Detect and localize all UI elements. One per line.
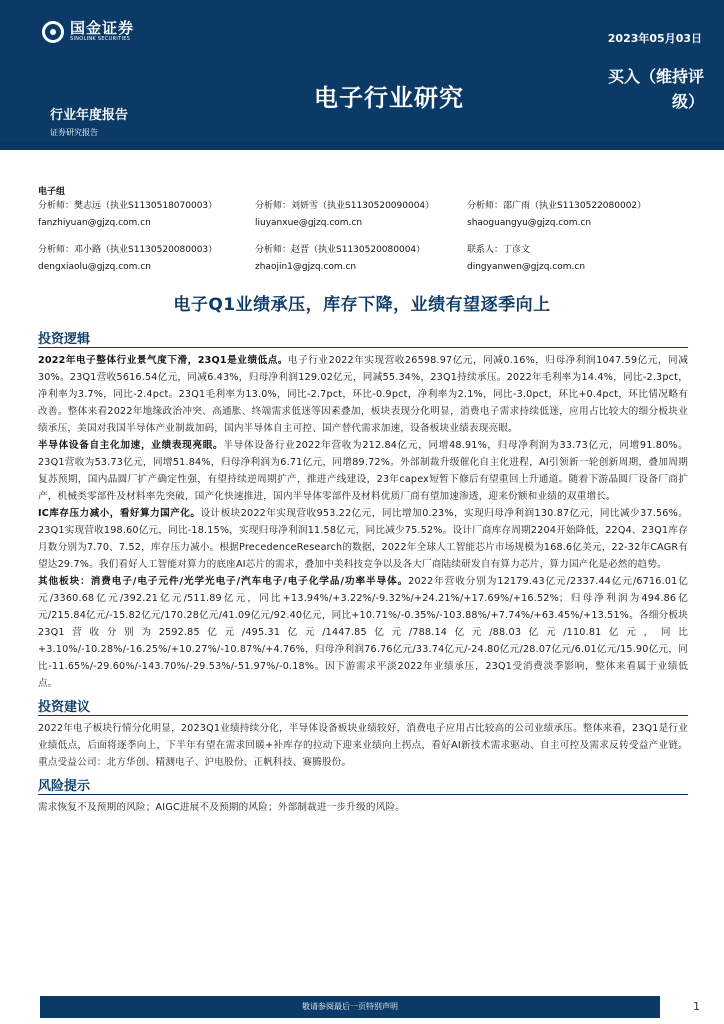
section-title-investment-logic: 投资逻辑 — [38, 328, 688, 348]
team-label: 电子组 — [38, 187, 66, 197]
paragraph — [38, 352, 688, 437]
analyst-entry — [467, 244, 702, 288]
logo-icon — [42, 21, 64, 43]
paragraph-body: 设计板块2022年实现营收953.22亿元，同比增加0.23%，实现归母净利润130.87亿元，同比减少37.56%。23Q1实现营收198.60亿元，同比-18.15%，实现归母净利润11.58亿元，同比减少75.52%。设计厂商库存周期2204开始降低，22Q4、23Q1库存月数分别为7.70、7.52，库存压力减小。根据PrecedenceResearch的数据，2022年全球人工智能芯片市场规模为168.6亿美元，22-32年CAGR有望达29.7%。我们看好人工智能对算力的底座AI芯片的需求，叠加中美科技竞争以及各大厂商陆续研发自有算力芯片，算力国产化是必然的趋势。 — [38, 508, 688, 570]
analyst-email[interactable]: dengxiaolu@gjzq.com.cn — [38, 262, 151, 272]
paragraph-body: 半导体设备行业2022年营收为212.84亿元，同增48.91%，归母净利润为33.73亿元，同增91.80%。23Q1营收为53.73亿元，同增51.84%，归母净利润为6.71亿元，同增89.72%。外部制裁升级催化自主化进程，AI引领新一轮创新周期，叠加周期复苏预期，国内晶圆厂扩产确定性强，有望持续逆周期扩产，推进产线建设，23年capex短暂下修后有望重回上升通道。随着下游晶圆厂设备厂商扩产，机械类零部件及材料率先突破，国产化快速推进，国内半导体零部件及材料优质厂商有望加速渗透，迎来份额和业绩的双重增长。 — [38, 440, 688, 502]
paragraph-lead: 其他板块：消费电子/电子元件/光学光电子/汽车电子/电子化学品/功率半导体。 — [38, 576, 409, 587]
page-footer — [0, 996, 724, 1024]
paragraph: 2022年电子板块行情分化明显，2023Q1业绩持续分化，半导体设备板块业绩较好，消费电子应用占比较高的公司业绩承压。整体来看，23Q1是行业业绩低点，后面将逐季向上，下半年有望在需求回暖+补库存的拉动下迎来业绩向上拐点，看好AI新技术需求驱动、自主可控及需求反转受益产业链。重点受益公司：北方华创、精测电子、沪电股份、正帆科技、赛腾股份。 — [38, 723, 688, 768]
analyst-row — [38, 244, 702, 288]
logo-name: 国金证券 — [70, 19, 135, 37]
analyst-entry — [255, 200, 467, 244]
section-title-risk: 风险提示 — [38, 775, 688, 795]
analyst-name: 分析师：邵广雨（执业S1130522080002） — [467, 201, 647, 211]
paragraph: 需求恢复不及预期的风险；AIGC进展不及预期的风险；外部制裁进一步升级的风险。 — [38, 802, 406, 813]
report-date: 2023年05月03日 — [607, 32, 702, 45]
analyst-email[interactable]: zhaojin1@gjzq.com.cn — [255, 262, 357, 272]
report-title: 电子行业研究 — [314, 84, 464, 112]
contact-email[interactable]: dingyanwen@gjzq.com.cn — [467, 262, 586, 272]
paragraph-body: 2022年营收分别为12179.43亿元/2337.44亿元/6716.01亿元/3360.68亿元/392.21亿元/511.89亿元，同比+13.94%/+3.22%/-9.32%/+24.21%/+17.69%/+16.52%；归母净利润为494.86亿元/215.84亿元/-15.82亿元/170.28亿元/41.09亿元/92.40亿元，同比+10.71%/-0.35%/-103.88%/+7.74%/+63.45%/+13.51%。各细分板块23Q1营收分别为2592.85亿元/495.31亿元/1447.85亿元/788.14亿元/88.03亿元/110.81亿元，同比+3.10%/-10.28%/-16.25%/+10.27%/-10.87%/+4.76%，归母净利润76.76亿元/33.74亿元/-24.80亿元/28.07亿元/6.01亿元/15.90亿元，同比-11.65%/-29.60%/-143.70%/-29.53%/-51.97%/-0.18%。因下游需求平淡2022年业绩承压，23Q1受消费淡季影响，整体来看属于业绩低点。 — [38, 576, 688, 689]
logo-english-name: SINOLINK SECURITIES — [70, 36, 131, 42]
analyst-entry — [467, 200, 702, 244]
analyst-name: 分析师：刘妍雪（执业S1130520090004） — [255, 201, 435, 211]
section-title-investment-advice: 投资建议 — [38, 696, 688, 716]
page-number: 1 — [693, 1000, 700, 1013]
header-band — [0, 0, 724, 150]
company-logo — [42, 20, 134, 43]
report-headline: 电子Q1业绩承压，库存下降，业绩有望逐季向上 — [173, 295, 551, 315]
analyst-email[interactable]: liuyanxue@gjzq.com.cn — [255, 218, 363, 228]
footer-disclaimer[interactable]: 敬请参阅最后一页特别声明 — [302, 1002, 398, 1011]
analyst-entry — [38, 244, 255, 288]
report-type: 行业年度报告 — [50, 108, 129, 123]
analyst-row — [38, 200, 702, 244]
main-content — [38, 328, 688, 816]
analyst-block — [38, 184, 702, 288]
paragraph-lead: 2022年电子整体行业景气度下滑，23Q1是业绩低点。 — [38, 355, 289, 366]
analyst-name: 分析师：樊志远（执业S1130518070003） — [38, 201, 218, 211]
rating-label: 买入（维持评级） — [607, 67, 704, 111]
analyst-entry — [38, 200, 255, 244]
analyst-email[interactable]: fanzhiyuan@gjzq.com.cn — [38, 218, 151, 228]
paragraph-body: 电子行业2022年实现营收26598.97亿元，同减0.16%，归母净利润1047.59亿元，同减30%。23Q1营收5616.54亿元，同减6.43%，归母净利润129.02亿元，同减55.34%，23Q1持续承压。2022年毛利率为14.4%，同比-2.3pct，净利率为3.7%，同比-2.4pct。23Q1毛利率为13.0%，同比-2.7pct，环比-0.9pct，净利率为2.1%，同比-3.0pct，环比+0.4pct，环比情况略有改善。整体来看2022年地缘政治冲突、高通胀、终端需求低迷等因素叠加，板块表现分化明显，消费电子需求持续低迷，应用占比较大的细分板块业绩承压，美国对我国半导体产业制裁加码，国内半导体自主可控、国产替代需求加速，设备板块业绩表现亮眼。 — [38, 355, 688, 434]
paragraph — [38, 437, 688, 505]
analyst-email[interactable]: shaoguangyu@gjzq.com.cn — [467, 218, 592, 228]
analyst-name: 分析师：赵晋（执业S1130520080004） — [255, 245, 426, 255]
report-subtype: 证券研究报告 — [50, 128, 98, 137]
paragraph-lead: 半导体设备自主化加速，业绩表现亮眼。 — [38, 440, 224, 451]
paragraph-lead: IC库存压力减小，看好算力国产化。 — [38, 508, 201, 519]
paragraph — [38, 573, 688, 692]
analyst-name: 分析师：邓小路（执业S1130520080003） — [38, 245, 218, 255]
contact-name: 联系人：丁彦文 — [467, 245, 531, 255]
analyst-entry — [255, 244, 467, 288]
paragraph — [38, 505, 688, 573]
